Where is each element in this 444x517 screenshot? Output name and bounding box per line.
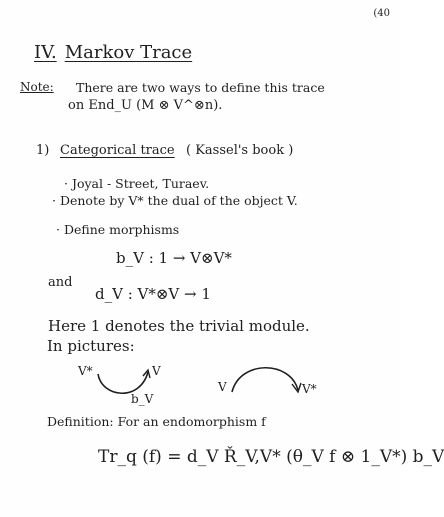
title-text: Markov Trace <box>64 42 193 63</box>
note-line-2: on End_U (M ⊗ V^⊗n). <box>68 98 223 113</box>
section-title: Categorical trace <box>60 143 175 158</box>
section-number: 1) <box>36 143 50 158</box>
morphism-d: d_V : V*⊗V → 1 <box>95 285 211 303</box>
morphism-b: b_V : 1 → V⊗V* <box>116 249 232 267</box>
bullet-dual-object: · Denote by V* the dual of the object V. <box>52 193 298 208</box>
cap-label-v: V <box>218 380 227 394</box>
title-number: IV. <box>34 42 57 63</box>
bullet-joyal-street: · Joyal - Street, Turaev. <box>64 176 210 191</box>
cap-label-v-star: V* <box>302 382 317 396</box>
trivial-module-sentence: Here 1 denotes the trivial module. <box>48 317 310 335</box>
note-label: Note: <box>20 80 54 94</box>
note-line-1: There are two ways to define this trace <box>76 80 325 95</box>
pictures-label: In pictures: <box>47 337 135 355</box>
definition-line: Definition: For an endomorphism f <box>47 414 266 429</box>
cup-label-v: V <box>152 364 161 378</box>
section-note: ( Kassel's book ) <box>186 143 294 158</box>
bullet-define-morphisms: · Define morphisms <box>56 222 180 237</box>
cup-label-b: b_V <box>131 392 154 406</box>
cup-label-v-star: V* <box>78 364 93 378</box>
trace-formula: Tr_q (f) = d_V Ř_V,V* (θ_V f ⊗ 1_V*) b_V <box>98 447 444 467</box>
cap-d-arc <box>232 368 298 392</box>
page-number: (40 <box>373 8 390 19</box>
cup-b-arc <box>98 372 148 393</box>
and-text: and <box>48 275 73 290</box>
